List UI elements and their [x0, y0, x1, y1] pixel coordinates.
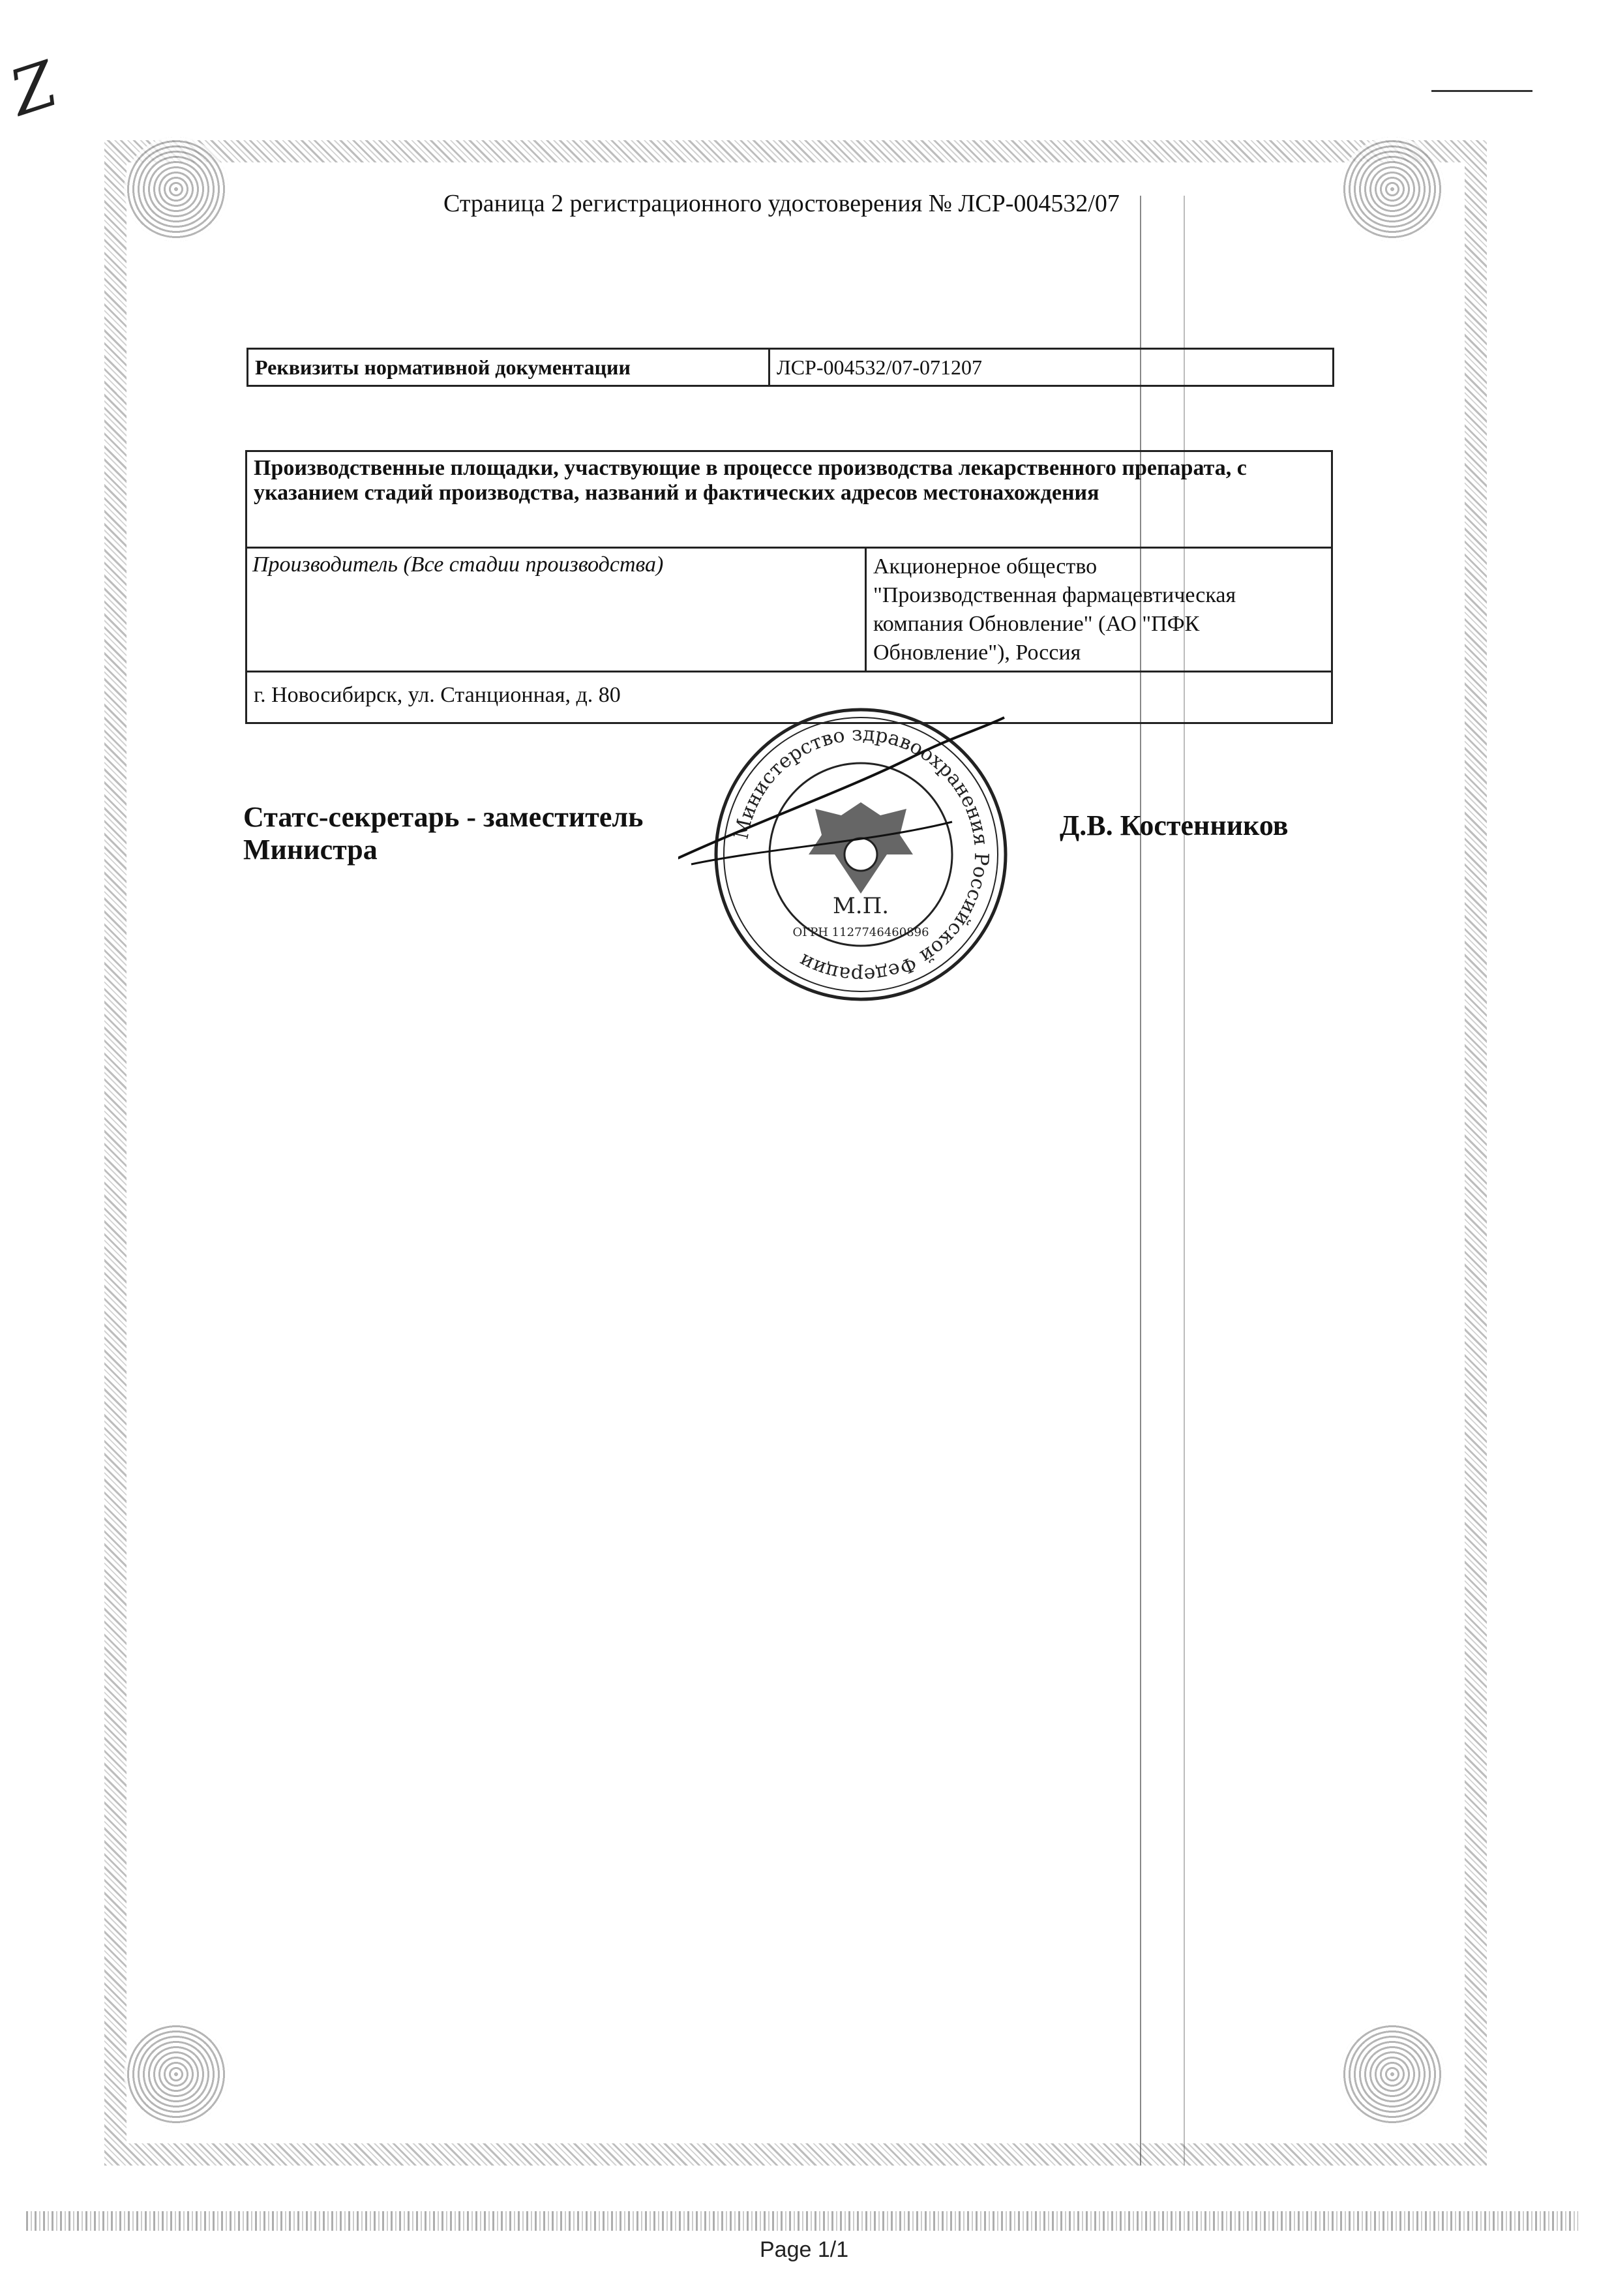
seal-inner-text: ОГРН 1127746460896 [792, 926, 929, 939]
seal-outer-text: Министерство здравоохранения Российской Федерации [730, 722, 993, 987]
manufacturer-role: Производитель (Все стадии производства) [247, 549, 867, 671]
handwritten-mark: Z [1, 47, 66, 130]
decorative-border [104, 140, 1487, 2166]
corner-ornament-top-left [124, 137, 228, 241]
production-sites-heading: Производственные площадки, участвующие в процессе производства лекарственного препарата, с указанием стадий производства, названий и фактических адресов местонахождения [247, 452, 1331, 549]
requisites-table [247, 348, 1334, 387]
corner-ornament-top-right [1340, 137, 1444, 241]
manufacturer-company [867, 549, 1331, 671]
company-line: Обновление"), Россия [873, 641, 1081, 665]
corner-ornament-bottom-left [124, 2022, 228, 2126]
emblem-icon [809, 802, 913, 894]
production-site-row [247, 549, 1331, 672]
manufacturer-address: г. Новосибирск, ул. Станционная, д. 80 [254, 683, 621, 707]
seal-mark: М.П. [832, 893, 889, 919]
requisites-label: Реквизиты нормативной документации [248, 350, 770, 385]
signatory-title-line: Статс-секретарь - заместитель [243, 801, 644, 833]
company-line: компания Обновление" (АО "ПФК [873, 612, 1200, 636]
scan-artifact-band [26, 2211, 1578, 2231]
company-line: Акционерное общество [873, 554, 1098, 579]
page-counter: Page 1/1 [760, 2237, 849, 2262]
signatory-title-line: Министра [243, 834, 378, 866]
production-sites-table [245, 450, 1333, 724]
signatory-name: Д.В. Костенников [1060, 809, 1289, 841]
requisites-value: ЛСР-004532/07-071207 [777, 355, 983, 379]
corner-ornament-bottom-right [1340, 2022, 1444, 2126]
company-line: "Производственная фармацевтическая [873, 583, 1236, 607]
scan-artifact-line [1431, 90, 1532, 92]
page-title: Страница 2 регистрационного удостоверения № ЛСР-004532/07 [443, 190, 1120, 217]
official-seal [678, 691, 1043, 1018]
signatory-title [243, 801, 674, 866]
